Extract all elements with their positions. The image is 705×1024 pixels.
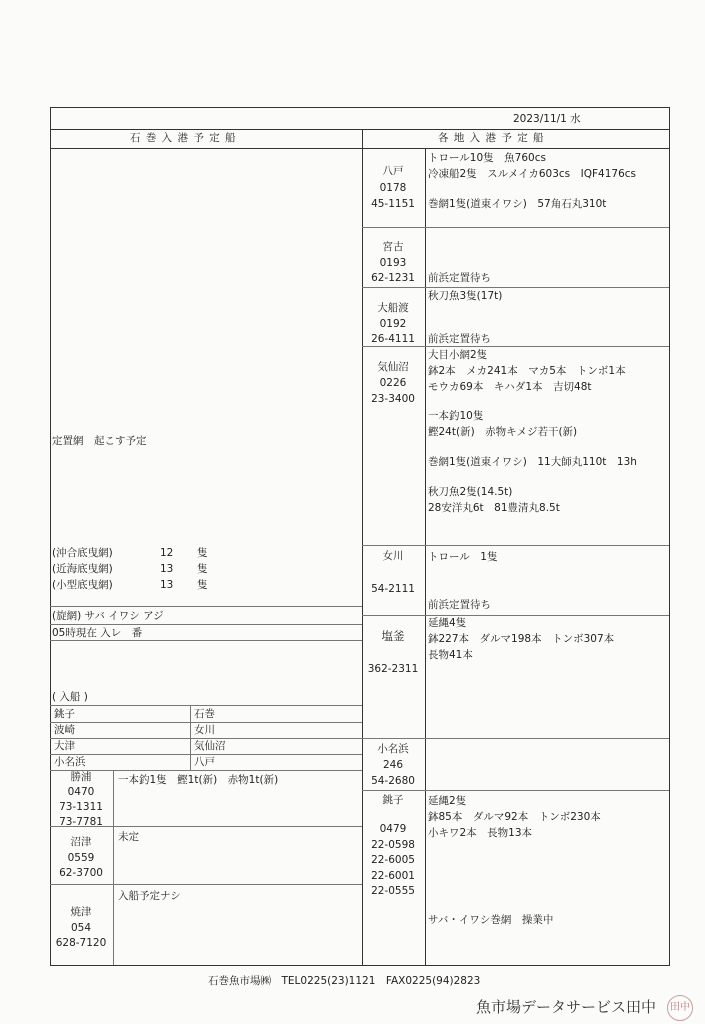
nyusen-port-b: 石巻 [194, 708, 215, 720]
row-line [362, 615, 669, 616]
port-kesennuma: 気仙沼 [377, 361, 409, 373]
left-header: 石 巻 入 港 予 定 船 [130, 132, 237, 144]
frame-right [669, 107, 670, 965]
port-note: 延縄2隻 [428, 795, 467, 807]
port-phone: 45-1151 [371, 198, 415, 210]
port-phone: 73-1311 [59, 801, 103, 813]
row-line [50, 705, 362, 706]
nyusen-port-b: 気仙沼 [194, 740, 226, 752]
port-note: 秋刀魚3隻(17t) [428, 290, 503, 302]
stamp-seal: 田中 [667, 995, 693, 1021]
frame-bottom [50, 965, 670, 966]
port-note: 一本釣10隻 [428, 410, 484, 422]
port-note: トロール10隻 魚760cs [428, 152, 546, 164]
port-phone: 62-3700 [59, 867, 103, 879]
port-miyako: 宮古 [382, 241, 404, 253]
port-note: 前浜定置待ち [428, 272, 491, 284]
choshi-extra-note: サバ・イワシ巻網 操業中 [428, 914, 554, 926]
trawl-name: (近海底曳網) [52, 563, 113, 575]
port-note: 鉢227本 ダルマ198本 トンボ307本 [428, 633, 615, 645]
port-phone: 054 [70, 922, 92, 934]
port-note: 前浜定置待ち [428, 599, 491, 611]
frame-top [50, 107, 670, 108]
port-shiogama: 塩釜 [381, 629, 405, 643]
port-note: 鉢85本 ダルマ92本 トンボ230本 [428, 811, 601, 823]
port-katsuura: 勝浦 [70, 771, 92, 783]
port-phone: 0559 [67, 852, 95, 864]
port-phone: 22-6005 [371, 854, 415, 866]
port-phone: 0192 [379, 318, 407, 330]
row-line [50, 624, 362, 625]
port-phone: 0470 [67, 786, 95, 798]
port-phone: 22-6001 [371, 870, 415, 882]
port-phone: 0178 [379, 182, 407, 194]
port-onagawa: 女川 [382, 550, 404, 562]
port-phone: 246 [382, 759, 404, 771]
port-note: 延縄4隻 [428, 617, 467, 629]
trawl-unit: 隻 [197, 547, 208, 559]
header-row-bottom [50, 148, 670, 149]
port-note: モウカ69本 キハダ1本 吉切48t [428, 381, 592, 393]
trawl-unit: 隻 [197, 579, 208, 591]
port-note: 前浜定置待ち [428, 333, 491, 345]
trawl-count: 12 [160, 547, 174, 559]
port-phone: 73-7781 [59, 816, 103, 828]
row-line [50, 884, 362, 885]
row-line [362, 790, 669, 791]
port-phone: 54-2111 [371, 583, 415, 595]
right-header: 各 地 入 港 予 定 船 [438, 132, 545, 144]
port-note: 鰹24t(新) 赤物キメジ若干(新) [428, 426, 578, 438]
trawl-unit: 隻 [197, 563, 208, 575]
yaizu-note: 入船予定ナシ [118, 890, 181, 902]
port-note: 小キワ2本 長物13本 [428, 827, 533, 839]
row-line [362, 738, 669, 739]
port-phone: 23-3400 [371, 393, 415, 405]
row-line [362, 287, 669, 288]
port-phone: 54-2680 [371, 775, 415, 787]
teichi-note: 定置網 起こす予定 [52, 435, 147, 447]
right-port-divider [425, 148, 426, 965]
port-note: 長物41本 [428, 649, 473, 661]
port-phone: 0479 [379, 823, 407, 835]
at5-label: 05時現在 入レ 番 [52, 627, 143, 639]
port-note: 鉢2本 メカ241本 マカ5本 トンボ1本 [428, 365, 626, 377]
trawl-count: 13 [160, 563, 174, 575]
port-phone: 26-4111 [371, 333, 415, 345]
port-note: 秋刀魚2隻(14.5t) [428, 486, 513, 498]
date-label: 2023/11/1 水 [513, 113, 581, 125]
port-note: 冷凍船2隻 スルメイカ603cs IQF4176cs [428, 168, 636, 180]
trawl-count: 13 [160, 579, 174, 591]
nyusen-port-b: 八戸 [194, 756, 215, 768]
port-note: 大目小網2隻 [428, 349, 488, 361]
port-choshi: 銚子 [382, 794, 404, 806]
row-line [362, 227, 669, 228]
row-line [362, 545, 669, 546]
port-phone: 62-1231 [371, 272, 415, 284]
date-row-bottom [50, 129, 670, 130]
center-divider [362, 129, 363, 965]
port-note: 巻網1隻(道東イワシ) 11大師丸110t 13h [428, 456, 637, 468]
nyusen-divider [190, 705, 191, 770]
trawl-name: (小型底曳網) [52, 579, 113, 591]
port-note: 28安洋丸6t 81豊清丸8.5t [428, 502, 560, 514]
port-phone: 22-0555 [371, 885, 415, 897]
frame-left [50, 107, 51, 965]
port-phone: 0193 [379, 257, 407, 269]
port-phone: 362-2311 [367, 663, 419, 675]
watermark: 魚市場データサービス田中 [476, 998, 657, 1016]
row-line [50, 640, 362, 641]
row-line [50, 606, 362, 607]
nyusen-port-a: 波崎 [54, 724, 75, 736]
port-phone: 0226 [379, 377, 407, 389]
port-numazu: 沼津 [70, 836, 92, 848]
port-phone: 22-0598 [371, 839, 415, 851]
left-port-divider [113, 770, 114, 965]
nyusen-label: ( 入船 ) [52, 691, 88, 703]
port-note: トロール 1隻 [428, 551, 498, 563]
port-phone: 628-7120 [55, 937, 107, 949]
port-ofunato: 大船渡 [377, 302, 409, 314]
port-onahama: 小名浜 [377, 743, 409, 755]
port-yaizu: 焼津 [70, 906, 92, 918]
footer-contact: 石巻魚市場㈱ TEL0225(23)1121 FAX0225(94)2823 [208, 975, 481, 987]
port-note: 巻網1隻(道東イワシ) 57角石丸310t [428, 198, 607, 210]
nyusen-port-a: 大津 [54, 740, 75, 752]
nyusen-port-a: 銚子 [54, 708, 75, 720]
nyusen-port-b: 女川 [194, 724, 215, 736]
nyusen-port-a: 小名浜 [54, 756, 86, 768]
port-hachinohe: 八戸 [382, 165, 404, 177]
trawl-name: (沖合底曳網) [52, 547, 113, 559]
katsuura-note: 一本釣1隻 鰹1t(新) 赤物1t(新) [118, 774, 279, 786]
makiami-label: (旋網) サバ イワシ アジ [52, 610, 164, 622]
numazu-note: 未定 [118, 831, 139, 843]
